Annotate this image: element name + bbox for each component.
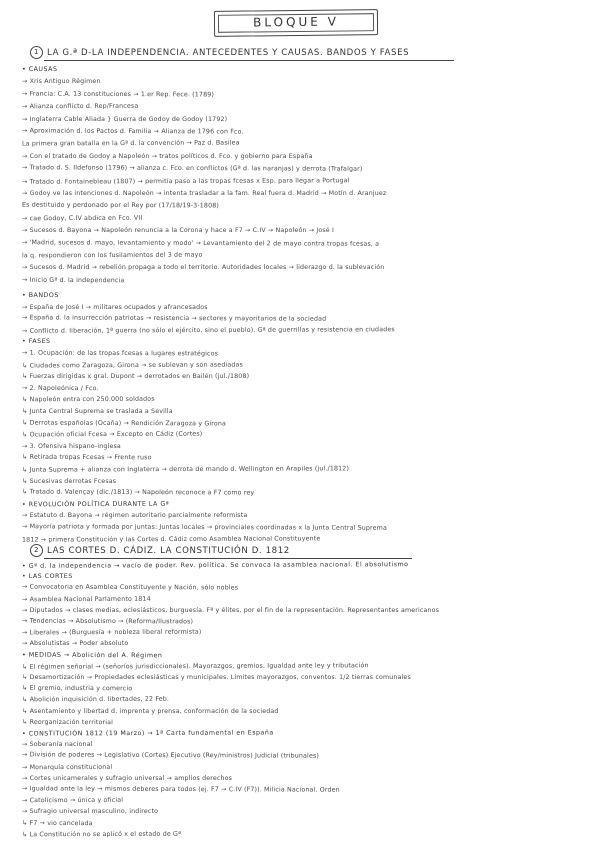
note-line: → Sucesos d. Bayona → Napoleón renuncia a la Corona y hace a F7 → C.IV → Napoleón → José I — [22, 227, 334, 235]
note-line: → Tratado d. Fontainebleau (1807) → permitía paso a las tropas fcesas x Esp. para llegar a Portugal — [21, 176, 350, 186]
note-line: → Inglaterra Cable Aliada } Guerra de Godoy de Godoy (1792) — [22, 115, 228, 123]
note-line: 1812 → primera Constitución y las Cortes d. Cádiz como Asamblea Nacional Constituyente — [21, 534, 321, 544]
note-line: • BANDOS — [21, 291, 59, 300]
note-line: ↳ El gremio, industria y comercio — [21, 684, 133, 693]
note-line: → Conflicto d. liberación, 1ª guerra (no sólo el ejército, sino el pueblo). Gª de guerrillas y resistencia en ciudades — [21, 325, 395, 335]
note-line: La primera gran batalla en la Gª d. la convención → Paz d. Basilea — [21, 139, 240, 148]
note-line: ↳ Ciudades como Zaragoza, Girona → se sublevan y son asediadas — [21, 361, 243, 370]
section-1-number: 1 — [30, 46, 43, 59]
section-1-underline — [44, 60, 454, 61]
note-line: → 2. Napoleónica / Fco. — [21, 384, 99, 392]
note-line: → 1. Ocupación: de las tropas fcesas a lugares estratégicos — [21, 349, 219, 358]
note-line: → Asamblea Nacional Parlamento 1814 — [21, 595, 151, 603]
section-1-title — [30, 46, 409, 59]
note-line: ↳ Retirada tropas Fcesas → Frente ruso — [21, 454, 152, 462]
note-line: → Estatuto d. Bayona → régimen autoritario parcialmente reformista — [22, 512, 248, 520]
note-line: → Sucesos d. Madrid → rebelión propaga a todo el territorio. Autoridades locales → liderazgo d. la sublevación — [22, 264, 385, 272]
note-line: → Francia: C.A. 13 constituciones → 1.er Rep. Fece. (1789) — [21, 90, 215, 99]
note-line: ↳ Reorganización territorial — [21, 718, 114, 726]
note-line: • REVOLUCIÓN POLÍTICA DURANTE LA Gª — [21, 500, 170, 509]
note-line: → Aproximación d. los Pactos d. Familia → Alianza de 1796 con Fco. — [21, 127, 244, 136]
note-line: → 3. Ofensiva hispano-inglesa — [22, 442, 121, 450]
note-line: → Mayoría patriota y formada por juntas: Juntas locales → provinciales coordinadas x la Junta Central Suprema — [21, 523, 388, 532]
section-2-underline — [44, 558, 412, 559]
note-line: → Alianza conflicto d. Rep/Francesa — [21, 102, 139, 111]
note-line: → Tratado d. S. Ildefonso (1796) → alianza c. Fco. en conflictos (Gª d. las naranjas) y derrota (Trafalgar) — [21, 164, 363, 173]
note-line: → 'Madrid, sucesos d. mayo, levantamiento y modo' → Levantamiento del 2 de mayo contra tropas fcesas, a — [21, 238, 380, 248]
note-line: ↳ Napoleón entra con 250.000 soldados — [21, 396, 155, 404]
note-line: → Cortes unicamerales y sufragio universal → amplios derechos — [22, 774, 233, 782]
note-line: → España d. la insurrección patriotas → resistencia → sectores y mayoritarios de la sociedad — [21, 314, 327, 323]
note-line: → Catolicismo → única y oficial — [21, 796, 124, 805]
note-line: ↳ Abolición inquisición d. libertades, 22 Feb. — [21, 696, 170, 704]
note-line: → Godoy ve las intenciones d. Napoleón → intenta trasladar a la fam. Real fuera d. Madrid → Motín d. Aranjuez — [22, 190, 387, 197]
note-line: ↳ F7 → vio cancelada — [21, 819, 93, 827]
note-line: → cae Godoy, C.IV abdica en Fco. VII — [21, 214, 143, 223]
note-line: Es destituido y perdonado por el Rey por (17/18/19-3-1808) — [21, 201, 220, 210]
section-1-title-text: LA G.ª D-LA INDEPENDENCIA. ANTECEDENTES Y CAUSAS. BANDOS Y FASES — [47, 48, 410, 58]
note-line: → Igualdad ante la ley → mismos deberes para todos (ej. F7 → C.IV (F7)). Milicia Nacional. Orden — [21, 785, 340, 794]
note-line: → Absolutistas → Poder absoluto — [22, 640, 129, 648]
section-2-title-text: LAS CORTES D. CÁDIZ. LA CONSTITUCIÓN D. 1812 — [47, 546, 290, 556]
note-line: → Convocatoria en Asamblea Constituyente y Nación, sólo nobles — [21, 583, 239, 592]
note-line: → Xris Antiguo Régimen — [22, 78, 101, 86]
note-line: ↳ Junta Suprema + alianza con Inglaterra → derrota de mando d. Wellington en Arapiles (jul./1812) — [21, 465, 350, 474]
section-2-title — [30, 544, 290, 557]
note-line: ↳ Fuerzas dirigidas x gral. Dupont → derrotados en Bailén (jul./1808) — [22, 373, 250, 381]
note-line: ↳ Tratado d. Valençay (dic./1813) → Napoleón reconoce a F7 como rey — [21, 488, 255, 497]
note-line: → Sufragio universal masculino, indirecto — [22, 808, 159, 816]
note-line: • CONSTITUCIÓN 1812 (19 Marzo) → 1ª Carta fundamental en España — [21, 729, 274, 738]
note-line: → Con el tratado de Godoy a Napoleón → tratos políticos d. Fco. y gobierno para España — [22, 152, 313, 160]
note-line: • CAUSAS — [21, 65, 58, 74]
page-title: BLOQUE V — [253, 14, 339, 30]
note-line: • LAS CORTES — [22, 573, 73, 581]
note-line: → Inicio Gª d. la independencia — [21, 276, 125, 285]
note-line: ↳ Asentamiento y libertad d. imprenta y prensa, conformación de la sociedad — [22, 707, 279, 715]
note-line: • FASES — [22, 338, 51, 346]
note-line: • MEDIDAS → Abolición del A. Régimen — [21, 651, 163, 659]
section-2-number: 2 — [30, 544, 43, 557]
header-box — [214, 9, 378, 37]
note-line: → Soberanía nacional — [22, 741, 93, 749]
note-line: → Tendencias → Absolutismo → (Reforma/Ilustrados) — [21, 617, 194, 626]
note-line: ↳ La Constitución no se aplicó x el estado de Gª — [21, 830, 182, 839]
note-line: → Diputados → clases medias, eclesiásticos, burguesía. Fª y élites, por el fin de la representación. Representantes americanos — [22, 606, 440, 614]
note-line: • Gª d. la independencia → vacío de poder. Rev. política. Se convoca la asamblea nacional. El absolutismo — [21, 561, 409, 570]
note-line: → Liberales → (Burguesía + nobleza liberal reformista) — [21, 628, 202, 637]
note-line: ↳ Sucesivas derrotas Fcesas — [22, 477, 117, 485]
note-line: la q. respondieron con los fusilamientos del 3 de mayo — [21, 251, 203, 260]
note-line: → División de poderes → Legislativo (Cortes) Ejecutivo (Rey/ministros) Judicial (tribunales) — [21, 751, 320, 761]
note-line: ↳ Junta Central Suprema se traslada a Sevilla — [22, 408, 173, 415]
note-line: → Monarquía constitucional — [21, 763, 113, 771]
note-line: ↳ El régimen señorial → (señoríos jurisdiccionales). Mayorazgos, gremios. Igualdad ante ley y tributación — [21, 662, 369, 671]
note-line: ↳ Derrotas españolas (Ocaña) → Rendición Zaragoza y Girona — [21, 419, 227, 428]
note-line: ↳ Ocupación oficial Fcesa → Excepto en Cádiz (Cortes) — [21, 430, 203, 439]
note-line: → España de José I → militares ocupados y afrancesados — [22, 303, 208, 311]
note-line: ↳ Desamortización → Propiedades eclesiásticas y municipales. Límites mayorazgos, conventos. 1/2 tierras comunales — [22, 674, 411, 681]
